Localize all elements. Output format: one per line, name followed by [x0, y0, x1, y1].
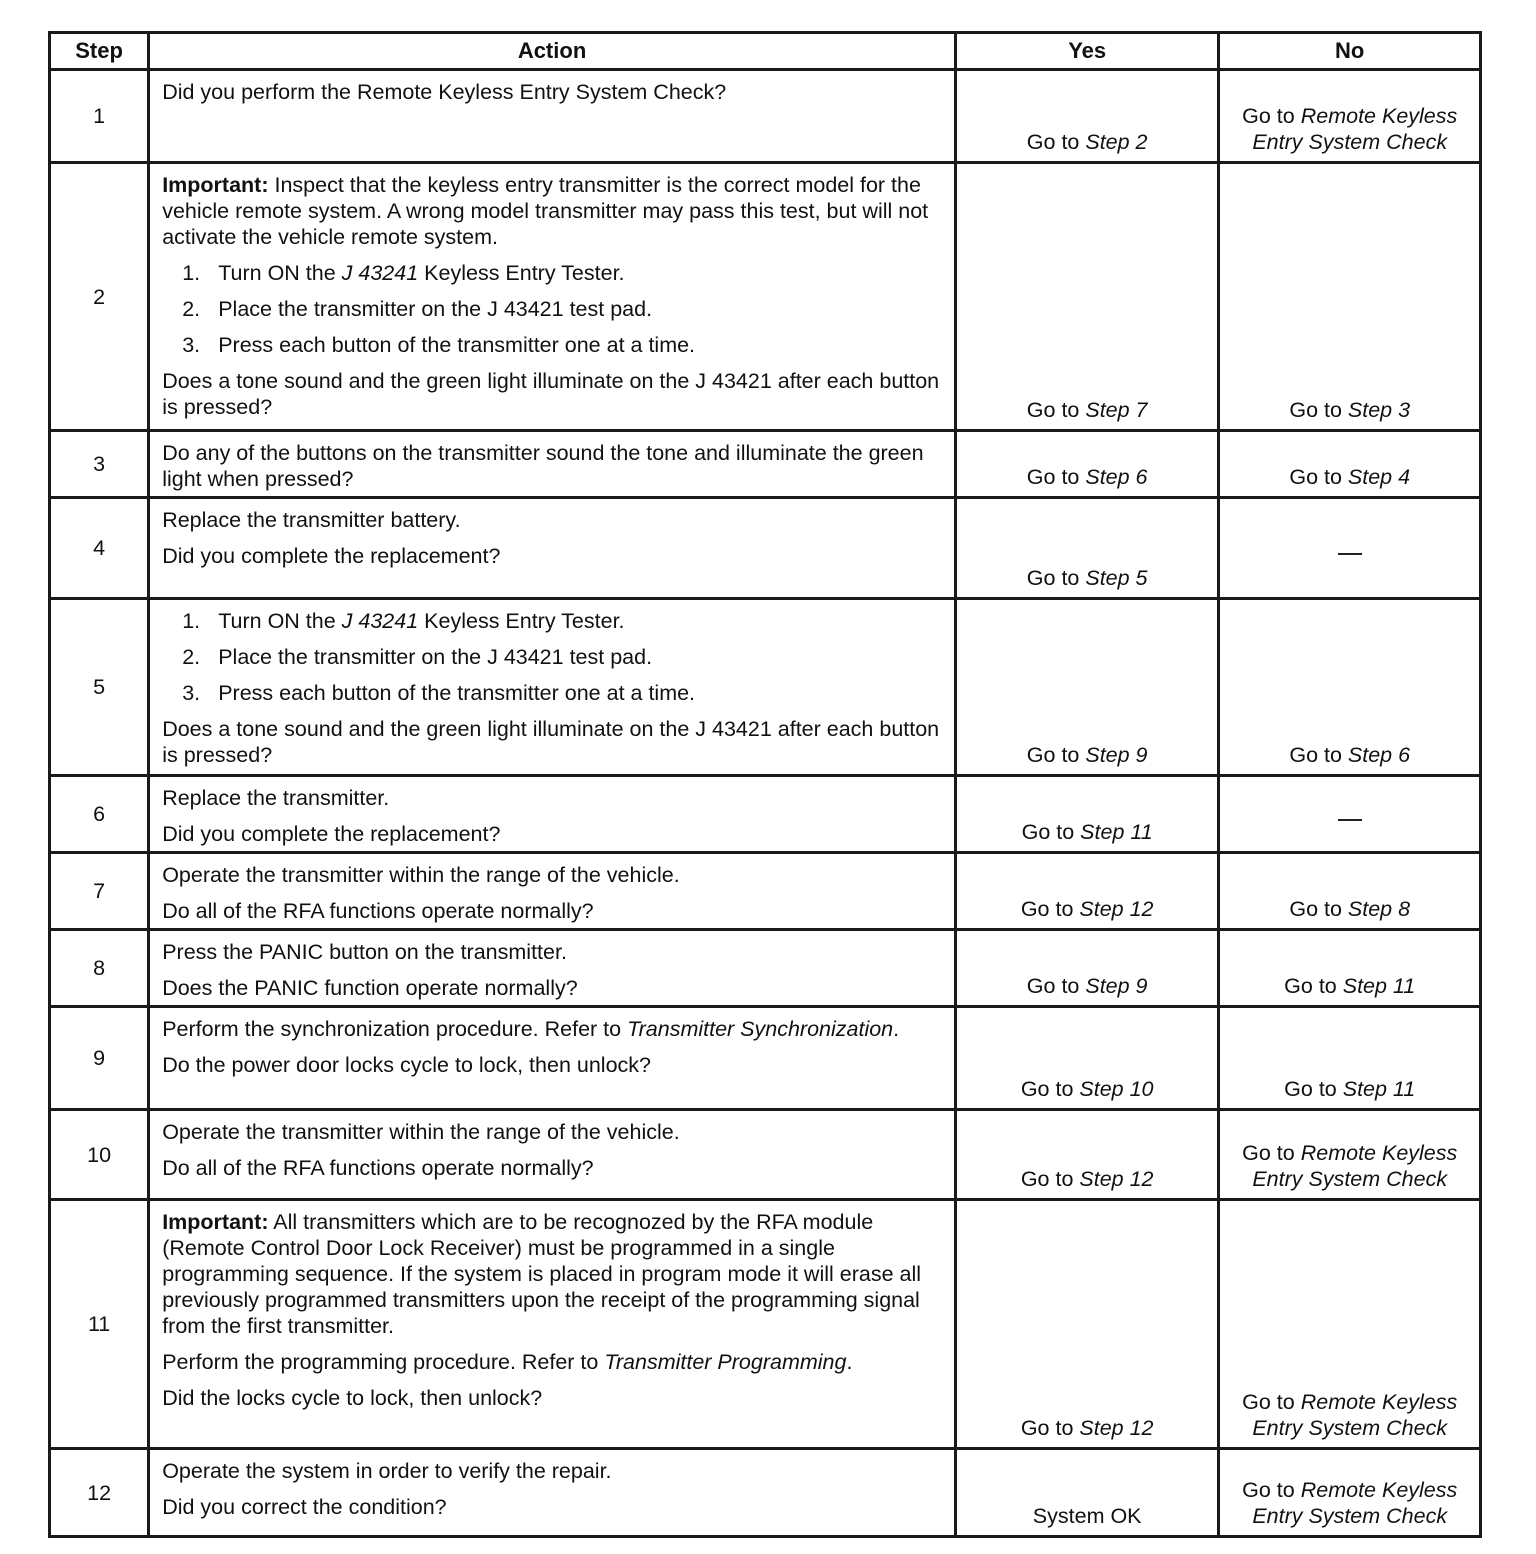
- text-run: Press each button of the transmitter one at a time.: [218, 681, 696, 705]
- text-run: Go to: [1284, 974, 1343, 998]
- italic-reference: Step 2: [1085, 130, 1148, 154]
- action-cell: [149, 498, 956, 599]
- step-number: 6: [50, 776, 149, 853]
- italic-reference: Step 11: [1342, 1077, 1416, 1101]
- yes-outcome: [955, 930, 1219, 1007]
- action-paragraph: [162, 440, 944, 492]
- italic-reference: Step 4: [1347, 465, 1411, 489]
- italic-reference: Step 10: [1079, 1077, 1154, 1101]
- action-paragraph: [162, 172, 944, 250]
- text-run: Go to: [1242, 1141, 1301, 1165]
- no-outcome: [1219, 1200, 1481, 1449]
- text-run: Do all of the RFA functions operate normally?: [162, 1156, 594, 1180]
- italic-reference: Step 6: [1085, 465, 1148, 489]
- yes-outcome: [955, 1449, 1219, 1537]
- procedure-step: [182, 296, 944, 322]
- italic-reference: Step 7: [1085, 398, 1148, 422]
- not-applicable-dash: [1338, 553, 1362, 555]
- table-row: [50, 163, 1481, 431]
- not-applicable-dash: [1338, 819, 1362, 821]
- yes-outcome: [955, 599, 1219, 776]
- text-run: Keyless Entry Tester.: [418, 261, 625, 285]
- text-run: Did you complete the replacement?: [162, 822, 501, 846]
- text-run: Do the power door locks cycle to lock, then unlock?: [162, 1053, 651, 1077]
- text-run: Did you complete the replacement?: [162, 544, 501, 568]
- text-run: Go to: [1020, 1416, 1080, 1440]
- header-step: Step: [50, 33, 149, 70]
- no-outcome: [1219, 163, 1481, 431]
- header-no: No: [1219, 33, 1481, 70]
- step-number: 7: [50, 853, 149, 930]
- action-paragraph: [162, 1209, 944, 1339]
- text-run: Go to: [1026, 566, 1086, 590]
- diagnostic-table: [48, 31, 1482, 1538]
- action-cell: [149, 1449, 956, 1537]
- action-paragraph: [162, 1458, 944, 1484]
- action-paragraph: [162, 862, 944, 888]
- procedure-step-number: 2.: [182, 645, 201, 669]
- text-run: Did the locks cycle to lock, then unlock?: [162, 1386, 543, 1410]
- text-run: Place the transmitter on the J 43421 test pad.: [218, 645, 653, 669]
- procedure-step-number: 3.: [182, 681, 201, 705]
- text-run: Go to: [1026, 130, 1086, 154]
- yes-outcome: [955, 431, 1219, 498]
- no-outcome: [1219, 1110, 1481, 1200]
- yes-outcome: [955, 853, 1219, 930]
- action-paragraph: [162, 785, 944, 811]
- procedure-step: [182, 260, 944, 286]
- action-cell: [149, 431, 956, 498]
- action-paragraph: [162, 1349, 944, 1375]
- text-run: Go to: [1289, 743, 1348, 767]
- no-outcome: [1219, 498, 1481, 599]
- procedure-step: [182, 332, 944, 358]
- action-paragraph: [162, 1119, 944, 1145]
- action-cell: [149, 1007, 956, 1110]
- action-paragraph: [162, 368, 944, 420]
- italic-reference: Step 11: [1342, 974, 1416, 998]
- step-number: 12: [50, 1449, 149, 1537]
- text-run: Turn ON the: [218, 261, 342, 285]
- text-run: System OK: [1032, 1504, 1142, 1528]
- text-run: Press each button of the transmitter one at a time.: [218, 333, 696, 357]
- table-row: [50, 1110, 1481, 1200]
- bold-label: Important:: [162, 1210, 269, 1234]
- text-run: Does a tone sound and the green light illuminate on the J 43421 after each button is pressed?: [162, 717, 940, 767]
- italic-reference: Transmitter Synchronization: [627, 1017, 894, 1041]
- procedure-step: [182, 680, 944, 706]
- text-run: Go to: [1021, 820, 1081, 844]
- no-outcome: [1219, 1007, 1481, 1110]
- table-row: [50, 1200, 1481, 1449]
- action-paragraph: [162, 543, 944, 569]
- no-outcome: [1219, 776, 1481, 853]
- table-row: [50, 498, 1481, 599]
- action-paragraph: [162, 975, 944, 1001]
- action-cell: [149, 599, 956, 776]
- yes-outcome: [955, 1007, 1219, 1110]
- header-yes: Yes: [955, 33, 1219, 70]
- yes-outcome: [955, 498, 1219, 599]
- italic-reference: Step 12: [1079, 897, 1154, 921]
- text-run: Operate the system in order to verify the repair.: [162, 1459, 612, 1483]
- procedure-step-number: 3.: [182, 333, 201, 357]
- no-outcome: [1219, 599, 1481, 776]
- text-run: Does a tone sound and the green light illuminate on the J 43421 after each button is pressed?: [162, 369, 940, 419]
- text-run: Inspect that the keyless entry transmitter is the correct model for the vehicle remote system. A wrong model transmitter may pass this test, but will not activate the vehicle remote system.: [162, 173, 929, 249]
- italic-reference: Step 12: [1079, 1167, 1154, 1191]
- table-row: [50, 70, 1481, 163]
- italic-reference: Step 6: [1347, 743, 1411, 767]
- no-outcome: [1219, 853, 1481, 930]
- italic-reference: Remote Keyless Entry System Check: [1252, 1478, 1458, 1528]
- yes-outcome: [955, 70, 1219, 163]
- action-paragraph: [162, 507, 944, 533]
- action-cell: [149, 930, 956, 1007]
- text-run: Did you correct the condition?: [162, 1495, 447, 1519]
- no-outcome: [1219, 930, 1481, 1007]
- header-action: Action: [149, 33, 956, 70]
- italic-reference: Step 11: [1080, 820, 1153, 844]
- action-paragraph: [162, 1155, 944, 1181]
- procedure-step-number: 2.: [182, 297, 201, 321]
- text-run: All transmitters which are to be recognozed by the RFA module (Remote Control Door Lock Receiver) must be programmed in a single programming sequence. If the system is placed in program mode it will erase all previously programmed transmitters upon the receipt of the programming signal from the first transmitter.: [162, 1210, 922, 1338]
- yes-outcome: [955, 1110, 1219, 1200]
- step-number: 5: [50, 599, 149, 776]
- text-run: Operate the transmitter within the range of the vehicle.: [162, 863, 680, 887]
- yes-outcome: [955, 163, 1219, 431]
- step-number: 3: [50, 431, 149, 498]
- text-run: Turn ON the: [218, 609, 342, 633]
- procedure-step-number: 1.: [182, 609, 201, 633]
- action-cell: [149, 853, 956, 930]
- text-run: Perform the synchronization procedure. Refer to: [162, 1017, 628, 1041]
- text-run: Replace the transmitter battery.: [162, 508, 461, 532]
- italic-reference: Remote Keyless Entry System Check: [1252, 1141, 1458, 1191]
- procedure-step: [182, 644, 944, 670]
- action-cell: [149, 163, 956, 431]
- action-paragraph: [162, 821, 944, 847]
- action-paragraph: [162, 1016, 944, 1042]
- table-row: [50, 776, 1481, 853]
- step-number: 1: [50, 70, 149, 163]
- text-run: Go to: [1289, 398, 1348, 422]
- italic-reference: Step 3: [1347, 398, 1411, 422]
- text-run: Go to: [1242, 104, 1301, 128]
- text-run: Go to: [1020, 897, 1080, 921]
- text-run: Go to: [1026, 743, 1086, 767]
- procedure-list: [162, 608, 944, 706]
- italic-reference: Step 12: [1079, 1416, 1154, 1440]
- table-row: [50, 853, 1481, 930]
- text-run: .: [846, 1350, 853, 1374]
- action-paragraph: [162, 939, 944, 965]
- yes-outcome: [955, 1200, 1219, 1449]
- action-cell: [149, 776, 956, 853]
- procedure-step-number: 1.: [182, 261, 201, 285]
- text-run: Replace the transmitter.: [162, 786, 390, 810]
- italic-reference: Remote Keyless Entry System Check: [1252, 104, 1458, 154]
- text-run: Go to: [1026, 398, 1086, 422]
- procedure-step: [182, 608, 944, 634]
- procedure-list: [162, 260, 944, 358]
- text-run: Go to: [1020, 1167, 1080, 1191]
- table-row: [50, 431, 1481, 498]
- action-cell: [149, 70, 956, 163]
- action-cell: [149, 1110, 956, 1200]
- action-cell: [149, 1200, 956, 1449]
- italic-reference: J 43241: [341, 261, 419, 285]
- text-run: Go to: [1020, 1077, 1080, 1101]
- text-run: Go to: [1242, 1390, 1301, 1414]
- step-number: 4: [50, 498, 149, 599]
- header-row: [50, 33, 1481, 70]
- action-paragraph: [162, 1385, 944, 1411]
- action-paragraph: [162, 1052, 944, 1078]
- italic-reference: J 43241: [341, 609, 419, 633]
- table-row: [50, 1007, 1481, 1110]
- text-run: Operate the transmitter within the range of the vehicle.: [162, 1120, 680, 1144]
- action-paragraph: [162, 79, 944, 105]
- text-run: Does the PANIC function operate normally?: [162, 976, 578, 1000]
- text-run: Go to: [1026, 974, 1086, 998]
- text-run: Go to: [1242, 1478, 1301, 1502]
- step-number: 11: [50, 1200, 149, 1449]
- text-run: Perform the programming procedure. Refer to: [162, 1350, 605, 1374]
- table-row: [50, 599, 1481, 776]
- table-row: [50, 1449, 1481, 1537]
- action-paragraph: [162, 898, 944, 924]
- text-run: Did you perform the Remote Keyless Entry System Check?: [162, 80, 727, 104]
- step-number: 8: [50, 930, 149, 1007]
- italic-reference: Step 5: [1085, 566, 1148, 590]
- yes-outcome: [955, 776, 1219, 853]
- italic-reference: Remote Keyless Entry System Check: [1252, 1390, 1458, 1440]
- italic-reference: Step 9: [1085, 743, 1148, 767]
- text-run: Go to: [1284, 1077, 1343, 1101]
- italic-reference: Step 8: [1347, 897, 1411, 921]
- text-run: Go to: [1026, 465, 1086, 489]
- text-run: Go to: [1289, 897, 1348, 921]
- no-outcome: [1219, 1449, 1481, 1537]
- action-paragraph: [162, 1494, 944, 1520]
- step-number: 2: [50, 163, 149, 431]
- text-run: Keyless Entry Tester.: [418, 609, 625, 633]
- bold-label: Important:: [162, 173, 269, 197]
- step-number: 10: [50, 1110, 149, 1200]
- action-paragraph: [162, 716, 944, 768]
- step-number: 9: [50, 1007, 149, 1110]
- text-run: Place the transmitter on the J 43421 test pad.: [218, 297, 653, 321]
- italic-reference: Step 9: [1085, 974, 1148, 998]
- text-run: Go to: [1289, 465, 1348, 489]
- text-run: Press the PANIC button on the transmitter.: [162, 940, 567, 964]
- text-run: Do all of the RFA functions operate normally?: [162, 899, 594, 923]
- table-row: [50, 930, 1481, 1007]
- no-outcome: [1219, 70, 1481, 163]
- text-run: .: [893, 1017, 900, 1041]
- italic-reference: Transmitter Programming: [604, 1350, 847, 1374]
- no-outcome: [1219, 431, 1481, 498]
- text-run: Do any of the buttons on the transmitter sound the tone and illuminate the green light when pressed?: [162, 441, 924, 491]
